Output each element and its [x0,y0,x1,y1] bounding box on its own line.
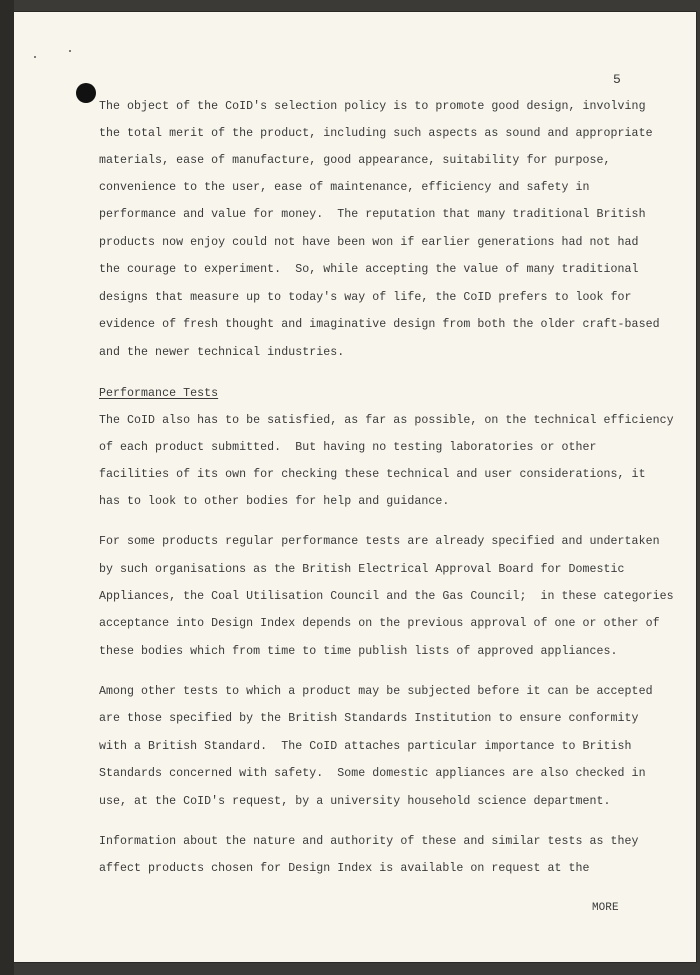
text-line: by such organisations as the British Electrical Approval Board for Domestic [99,563,625,576]
continuation-marker: MORE [592,902,619,914]
section-heading: Performance Tests [99,387,219,400]
text-line: of each product submitted. But having no testing laboratories or other [99,441,597,454]
text-line: The object of the CoID's selection policy is to promote good design, involving [99,100,646,113]
text-line: materials, ease of manufacture, good appearance, suitability for purpose, [99,154,611,167]
text-line: has to look to other bodies for help and guidance. [99,495,450,508]
text-line: facilities of its own for checking these technical and user considerations, it [99,468,646,481]
punch-hole [76,83,96,103]
text-line: The CoID also has to be satisfied, as far as possible, on the technical efficiency [99,414,674,427]
text-line: and the newer technical industries. [99,346,345,359]
text-line: the courage to experiment. So, while accepting the value of many traditional [99,263,639,276]
text-line: with a British Standard. The CoID attaches particular importance to British [99,740,632,753]
text-line: these bodies which from time to time publish lists of approved appliances. [99,645,618,658]
text-line: For some products regular performance tests are already specified and undertaken [99,535,660,548]
text-line: designs that measure up to today's way of life, the CoID prefers to look for [99,291,632,304]
text-line: the total merit of the product, including such aspects as sound and appropriate [99,127,653,140]
text-line: Appliances, the Coal Utilisation Council and the Gas Council; in these categories [99,590,674,603]
paper-speck [34,56,36,58]
text-line: use, at the CoID's request, by a university household science department. [99,795,611,808]
text-line: products now enjoy could not have been won if earlier generations had not had [99,236,639,249]
text-line: evidence of fresh thought and imaginative design from both the older craft-based [99,318,660,331]
page-number: 5 [613,72,621,87]
text-line: affect products chosen for Design Index is available on request at the [99,862,590,875]
text-line: convenience to the user, ease of maintenance, efficiency and safety in [99,181,590,194]
scan-background [0,0,14,975]
text-line: Standards concerned with safety. Some domestic appliances are also checked in [99,767,646,780]
text-line: are those specified by the British Standards Institution to ensure conformity [99,712,639,725]
text-line: acceptance into Design Index depends on the previous approval of one or other of [99,617,660,630]
paper-speck [69,50,71,52]
text-line: performance and value for money. The reputation that many traditional British [99,208,646,221]
text-line: Among other tests to which a product may be subjected before it can be accepted [99,685,653,698]
text-line: Information about the nature and authority of these and similar tests as they [99,835,639,848]
